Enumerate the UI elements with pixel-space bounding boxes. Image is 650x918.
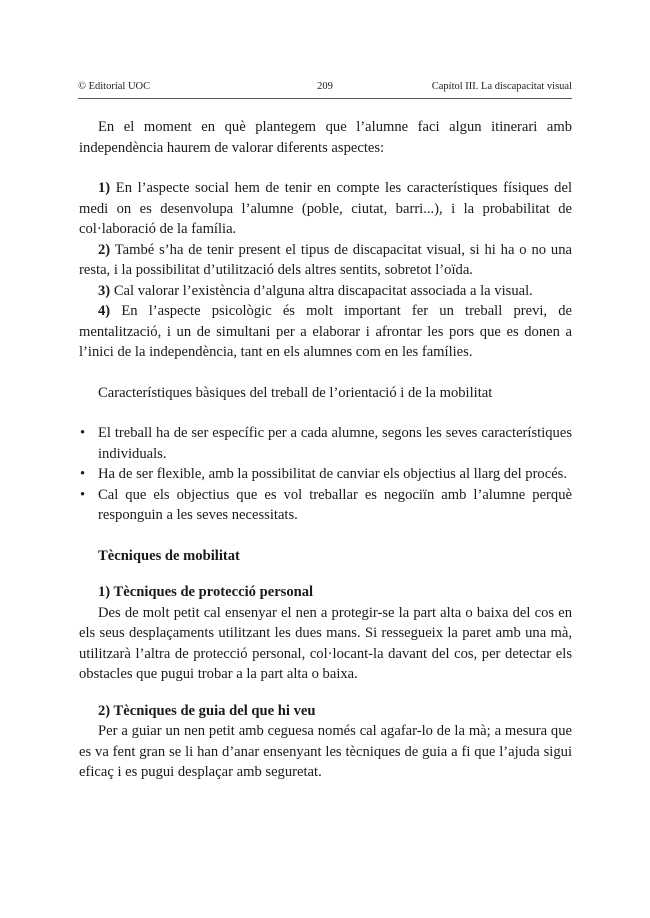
aspect-number: 2) [98,241,111,258]
aspect-item [79,240,572,281]
technique-title: 2) Tècniques de guia del que hi veu [98,702,316,719]
aspect-text: En l’aspecte psicològic és molt important fer un treball previ, de mentalització, i un de simultani per a elaborar i afrontar les pors que es donen a l’inici de la independència, tant en els alumnes com en les famílies. [79,303,572,360]
technique-text: Per a guiar un nen petit amb ceguesa només cal agafar-lo de la mà; a mesura que es va fent gran se li han d’anar ensenyant les tècniques de guia a fi que l’ajuda sigui eficaç i es pugui desplaçar amb seguretat. [79,723,572,780]
aspect-item [79,178,572,240]
list-item-text: El treball ha de ser específic per a cada alumne, segons les seves característiques individuals. [98,425,572,462]
technique-text: Des de molt petit cal ensenyar el nen a protegir-se la part alta o baixa del cos en els seus desplaçaments utilitzant les dues mans. Si ressegueix la paret amb una mà, utilitzarà l’altra de protecció personal, col·locant-la davant del cos, per detectar els obstacles que pugui trobar a la part alta o baixa. [79,604,572,682]
running-header [78,81,572,99]
list-item-text: Ha de ser flexible, amb la possibilitat de canviar els objectius al llarg del procés. [98,466,568,482]
aspect-text: També s’ha de tenir present el tipus de discapacitat visual, si hi ha o no una resta, i la possibilitat d’utilització dels altres sentits, sobretot l’oïda. [79,241,572,278]
list-item-text: Cal que els objectius que es vol treballar es negociïn amb l’alumne perquè responguin a les seves necessitats. [98,486,572,523]
list-item [79,464,572,485]
bullet-icon: • [80,466,86,482]
technique-title: 1) Tècniques de protecció personal [98,584,314,600]
aspect-text: En l’aspecte social hem de tenir en compte les característiques físiques del medi on es desenvolupa l’alumne (poble, ciutat, barri...), i la probabilitat de col·laboració de la família. [79,180,572,237]
aspect-number: 4) [98,303,111,319]
list-item [79,423,572,464]
section-title: Tècniques de mobilitat [98,547,240,564]
list-item [79,485,572,526]
page-number: 209 [317,81,333,92]
bullet-icon: • [80,425,86,441]
characteristics-list [79,423,572,526]
chapter-title: Capítol III. La discapacitat visual [431,81,572,92]
page-body [79,117,572,783]
basics-heading: Característiques bàsiques del treball de l’orientació i de la mobilitat [98,384,493,401]
aspect-item [79,281,572,302]
aspect-item [79,301,572,363]
aspect-number: 1) [98,180,111,196]
intro-paragraph: En el moment en què plantegem que l’alumne faci algun itinerari amb independència haurem de valorar diferents aspectes: [79,119,572,156]
aspect-number: 3) [98,282,111,299]
publisher-label: © Editorial UOC [78,81,151,92]
bullet-icon: • [80,486,86,503]
aspect-text: Cal valorar l’existència d’alguna altra discapacitat associada a la visual. [113,282,533,299]
